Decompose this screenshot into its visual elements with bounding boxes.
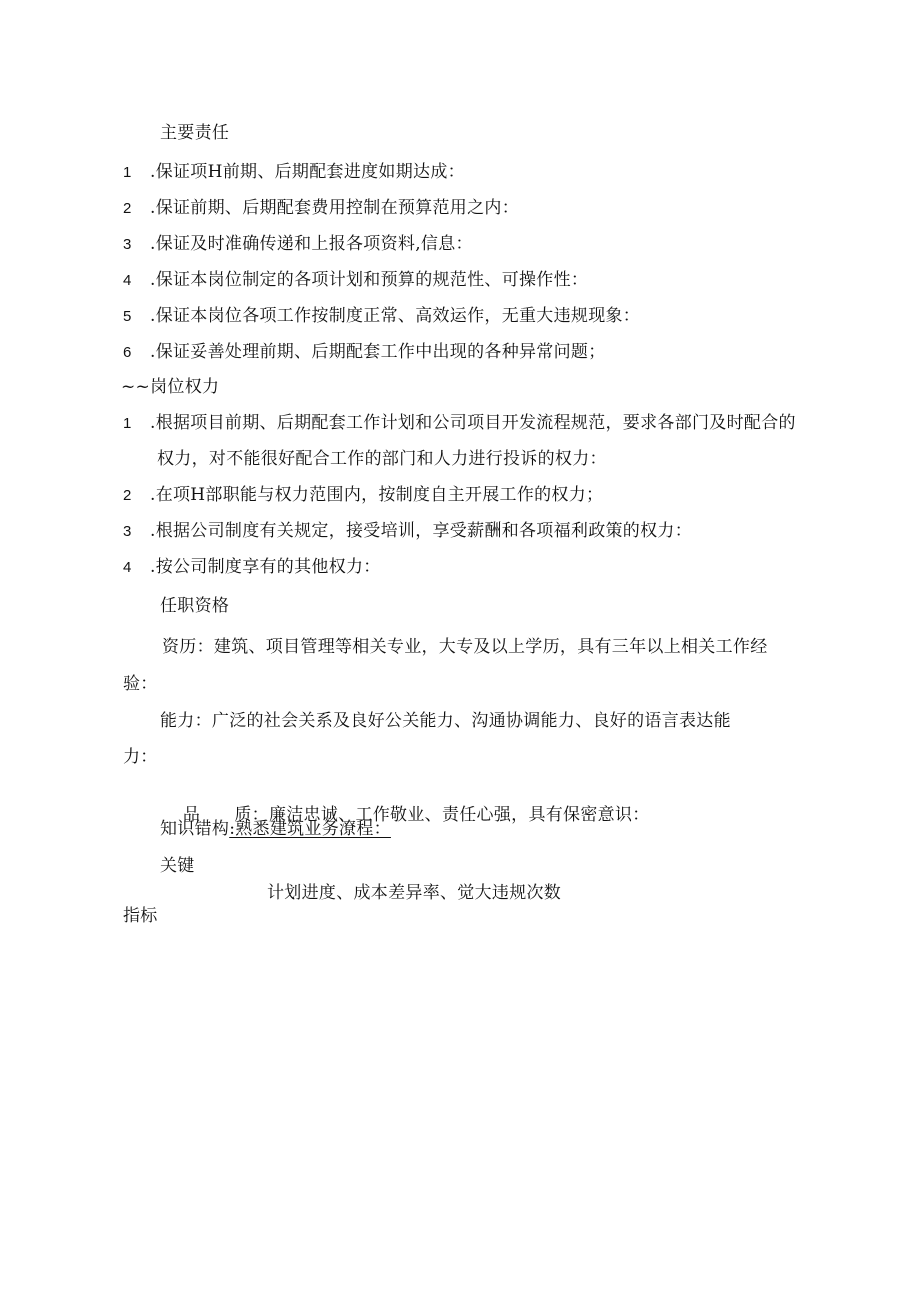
- authority-item: [123, 556, 381, 579]
- education-line: 资历：建筑、项目管理等相关专业，大专及以上学历，具有三年以上相关工作经: [162, 637, 768, 657]
- item-number: 2: [123, 200, 132, 217]
- responsibility-item: [123, 305, 640, 328]
- responsibilities-heading: 主要责任: [160, 123, 230, 143]
- item-text: .保证前期、后期配套费用控制在预算范用之内：: [150, 198, 520, 218]
- item-number: 1: [123, 164, 132, 181]
- knowledge-label: 知识错构: [160, 819, 230, 839]
- item-text: .根据公司制度有关规定，接受培训，享受薪酬和各项福利政策的权力：: [150, 521, 693, 541]
- knowledge-line: [160, 818, 391, 840]
- item-text: .根据项目前期、后期配套工作计划和公司项目开发流程规范，要求各部门及时配合的: [150, 413, 796, 433]
- authority-item: [123, 412, 796, 435]
- knowledge-text: :熟悉建筑业务潦程：: [229, 819, 391, 839]
- ability-line: 能力：广泛的社会关系及良好公关能力、沟通协调能力、良好的语言表达能: [160, 711, 731, 731]
- item-text: .按公司制度享有的其他权力：: [150, 557, 381, 577]
- item-number: 5: [123, 308, 132, 325]
- item-number: 1: [123, 415, 132, 432]
- item-text: .保证妥善处理前期、后期配套工作中出现的各种异常问题；: [150, 342, 606, 362]
- responsibility-item: [123, 161, 465, 184]
- item-text: .保证项H前期、后期配套进度如期达成：: [150, 162, 465, 182]
- kpi-label-cont: 指标: [123, 906, 158, 926]
- item-number: 3: [123, 236, 132, 253]
- ability-line-cont: 力：: [123, 747, 158, 767]
- quality-text: 廉洁忠诚、工作敬业、责任心强，具有保密意识：: [268, 805, 650, 825]
- item-number: 4: [123, 272, 132, 289]
- responsibility-item: [123, 233, 473, 256]
- item-number: 4: [123, 559, 132, 576]
- kpi-value: 计划进度、成本差异率、觉大违规次数: [267, 883, 562, 903]
- item-text: .保证及时准确传递和上报各项资料,信息：: [150, 234, 473, 254]
- authority-item: [123, 520, 692, 543]
- item-number: 3: [123, 523, 132, 540]
- item-number: 6: [123, 344, 132, 361]
- responsibility-item: [123, 269, 588, 292]
- item-number: 2: [123, 487, 132, 504]
- item-text: .保证本岗位制定的各项计划和预算的规范性、可操作性：: [150, 270, 589, 290]
- qualifications-heading: 任职资格: [160, 596, 230, 616]
- responsibility-item: [123, 197, 519, 220]
- responsibility-item: [123, 341, 606, 364]
- education-line-cont: 验：: [123, 674, 158, 694]
- item-text: .在项H部职能与权力范围内，按制度自主开展工作的权力；: [150, 485, 604, 505]
- kpi-label: 关键: [160, 856, 195, 876]
- item-text: .保证本岗位各项工作按制度正常、高效运作，无重大违规现象：: [150, 306, 641, 326]
- authority-heading: ~~岗位权力: [121, 377, 220, 397]
- authority-item: [123, 484, 603, 507]
- authority-item-continuation: 权力，对不能很好配合工作的部门和人力进行投诉的权力：: [157, 449, 607, 469]
- quality-label: 品 质：: [182, 805, 269, 825]
